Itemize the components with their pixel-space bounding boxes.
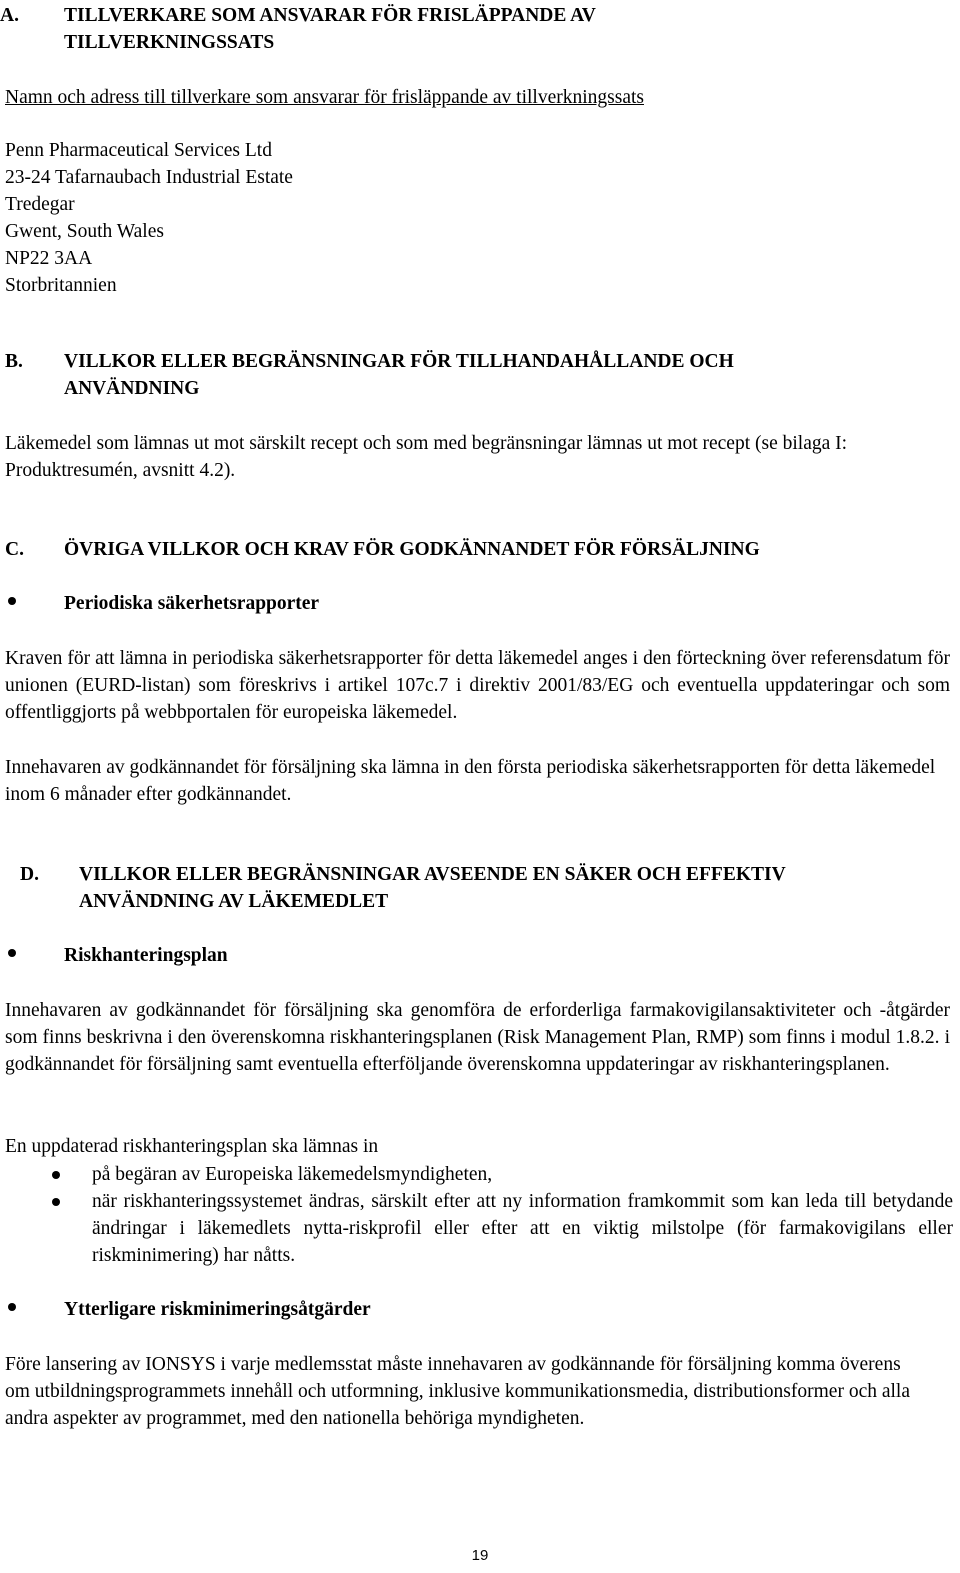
section-d-list-intro: En uppdaterad riskhanteringsplan ska lämnas in [5,1136,379,1157]
section-c-letter: C. [5,539,24,560]
section-a-heading-line2: TILLVERKNINGSSATS [64,32,275,53]
section-d-paragraph: Före lansering av IONSYS i varje medlemsstat måste innehavaren av godkännande för försäljning komma överens om utbildningsprogrammets innehåll och utformning, inklusive kommunikationsmedia, distributionsformer och alla andra aspekter av programmet, med den nationella behöriga myndigheten. [5,1354,910,1429]
address-line: 23-24 Tafarnaubach Industrial Estate [5,167,293,188]
section-d-heading [20,861,960,915]
section-c-heading [5,536,960,563]
bullet-additional-measures [8,1296,960,1323]
address-line: Tredegar [5,194,75,215]
section-a-heading-line1: TILLVERKARE SOM ANSVARAR FÖR FRISLÄPPANDE AV [64,5,596,26]
page-number: 19 [471,1547,489,1564]
manufacturer-address [5,137,960,299]
address-line: Gwent, South Wales [5,221,164,242]
bullet-icon [8,949,16,957]
list-item: på begäran av Europeiska läkemedelsmyndigheten, [40,1161,953,1188]
list-item: när riskhanteringssystemet ändras, särskilt efter att ny information framkommit som kan leda till betydande ändringar i läkemedlets nytta-riskprofil eller efter att en viktig milstolpe (för farmakovigilans eller riskminimering) har nåtts. [40,1188,953,1269]
address-line: Penn Pharmaceutical Services Ltd [5,140,272,161]
address-line: Storbritannien [5,275,117,296]
section-b-heading [5,348,960,402]
section-d-heading-line1: VILLKOR ELLER BEGRÄNSNINGAR AVSEENDE EN SÄKER OCH EFFEKTIV [79,864,786,885]
bullet-periodic-reports [8,590,960,617]
update-conditions-list [40,1161,953,1269]
section-c-paragraph: Innehavaren av godkännandet för försäljning ska lämna in den första periodiska säkerhetsrapporten för detta läkemedel inom 6 månader efter godkännandet. [5,757,936,805]
section-a-heading [0,2,960,56]
bullet-title: Ytterligare riskminimeringsåtgärder [64,1299,371,1320]
bullet-title: Periodiska säkerhetsrapporter [64,593,320,614]
section-d-letter: D. [20,864,39,885]
section-b-heading-line2: ANVÄNDNING [64,378,200,399]
section-b-letter: B. [5,351,23,372]
section-b-heading-line1: VILLKOR ELLER BEGRÄNSNINGAR FÖR TILLHANDAHÅLLANDE OCH [64,351,734,372]
bullet-icon [52,1198,60,1206]
address-line: NP22 3AA [5,248,93,269]
section-d-paragraph: Innehavaren av godkännandet för försäljning ska genomföra de erforderliga farmakovigilansaktiviteter och -åtgärder som finns beskrivna i den överenskomna riskhanteringsplanen (Risk Management Plan, RMP) som finns i modul 1.8.2. i godkännandet för försäljning samt eventuella efterföljande överenskomna uppdateringar av riskhanteringsplanen. [5,1000,950,1075]
section-b-body: Läkemedel som lämnas ut mot särskilt recept och som med begränsningar lämnas ut mot recept (se bilaga I: Produktresumén, avsnitt 4.2). [5,433,848,481]
bullet-risk-plan [8,942,960,969]
section-d-heading-line2: ANVÄNDNING AV LÄKEMEDLET [79,891,389,912]
bullet-icon [8,597,16,605]
section-a-subheading: Namn och adress till tillverkare som ansvarar för frisläppande av tillverkningssats [5,87,644,108]
section-c-heading-text: ÖVRIGA VILLKOR OCH KRAV FÖR GODKÄNNANDET FÖR FÖRSÄLJNING [64,539,760,560]
bullet-title: Riskhanteringsplan [64,945,228,966]
section-a-letter: A. [0,5,19,26]
bullet-icon [52,1171,60,1179]
section-c-paragraph: Kraven för att lämna in periodiska säkerhetsrapporter för detta läkemedel anges i den förteckning över referensdatum för unionen (EURD-listan) som föreskrivs i artikel 107c.7 i direktiv 2001/83/EG och eventuella uppdateringar och som offentliggjorts på webbportalen för europeiska läkemedel. [5,648,950,723]
bullet-icon [8,1303,16,1311]
